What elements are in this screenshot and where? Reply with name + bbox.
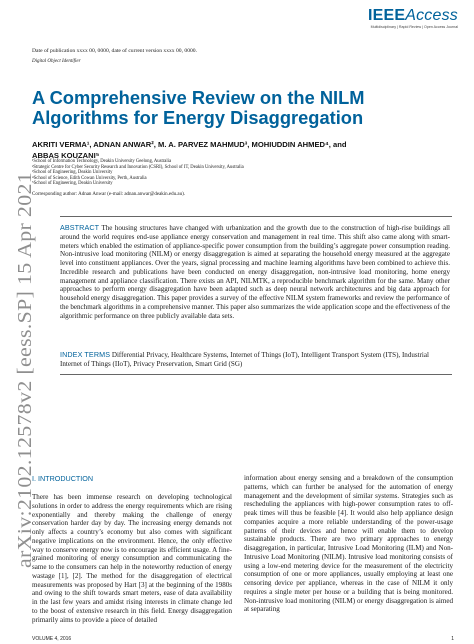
abstract-bottom-rule	[60, 374, 452, 375]
arxiv-stamp-text: arXiv:2102.12578v2 [eess.SP] 15 Apr 2021	[15, 214, 36, 568]
publication-date-line: Date of publication xxxx 00, 0000, date of current version xxxx 00, 0000.	[32, 48, 197, 54]
intro-column-2: information about energy sensing and a breakdown of the consumption patterns, which can further be analysed for the automation of energy management and the development of similar systems. Strategies such as rescheduling the appliances with high-power consumption rates to off-peak times will thus be feasible [4]. It would also help appliance design companies acquire a more reliable understanding of the power-usage patterns of their devices and hence will enable them to develop sustainable products. There are two primary approaches to energy disaggregation, in particular, Intrusive Load Monitoring (ILM) and Non-Intrusive Load Monitoring (NILM). Intrusive load monitoring consists of using a low-end metering device for the measurement of the electricity consumption of one or more appliances, usually employing at least one censoring device per appliance, whereas in the case of NILM it only requires a single meter per house or a building that is being monitored. Non-intrusive load monitoring (NILM) or energy disaggregation is aimed at separating	[244, 474, 453, 614]
paper-title	[32, 88, 452, 128]
abstract-top-rule	[60, 216, 452, 217]
affiliation-5: ⁵School of Engineering, Deakin University	[32, 181, 113, 187]
index-terms	[60, 351, 450, 369]
ieee-access-logo	[368, 7, 458, 29]
author-list	[32, 139, 452, 161]
title-line-2: Algorithms for Energy Disaggregation	[32, 107, 364, 128]
footer-page-number: 1	[451, 636, 454, 642]
affiliation-2: ²Strategic Centre for Cyber Security Research and Innovation (CSRI), School of IT, Deakin University, Australia	[32, 164, 244, 170]
authors-line-1: AKRITI VERMA¹, ADNAN ANWAR², M. A. PARVEZ MAHMUD³, MOHIUDDIN AHMED⁴, and	[32, 140, 347, 149]
abstract-text: The housing structures have changed with urbanization and the growth due to the construction of high-rise buildings all around the world requires end-use appliance energy conservation and management in real time. This shift also came along with smart-meters which enabled the estimation of appliance-specific power consumption from the building’s aggregate power consumption reading. Non-intrusive load monitoring (NILM) or energy disaggregation is aimed at separating the household energy measured at the aggregate level into constituent appliances. Over the years, signal processing and machine learning algorithms have been combined to achieve this. Incredible research and publications have been conducted on energy disaggregation, non-intrusive load monitoring, home energy management and appliance classification. There exists an API, NILMTK, a reproducible benchmark algorithm for the same. Many other approaches to perform energy disaggregation have been adapted such as deep neural network architectures and big data approach for household energy disaggregation. This paper provides a survey of the effective NILM system frameworks and review the performance of the benchmark algorithms in a comprehensive manner. This paper also summarizes the wide application scope and the effectiveness of the algorithmic performance on three publicly available data sets.	[60, 224, 450, 320]
authors-line-2: ABBAS KOUZANI⁵	[32, 151, 100, 160]
logo-tagline: Multidisciplinary | Rapid Review | Open Access Journal	[370, 25, 458, 29]
index-terms-label: INDEX TERMS	[60, 350, 111, 359]
index-terms-text: Differential Privacy, Healthcare Systems, Internet of Things (IoT), Intelligent Transport System (ITS), Industrial Internet of Things (IIoT), Privacy Preservation, Smart Grid (SG)	[60, 351, 429, 368]
logo-brand: IEEEAccess	[367, 7, 458, 24]
affiliation-1: ¹School of Information Technology, Deakin University Geelong, Australia	[32, 159, 172, 164]
title-line-1: A Comprehensive Review on the NILM	[32, 87, 365, 108]
section-heading-introduction: I. INTRODUCTION	[32, 474, 94, 483]
intro-column-1: There has been immense research on developing technological solutions in order to address the energy requirements which are rising exponentially and thereby making the challenge of energy conservation harder day by day. The increasing energy demands not only affects a country’s economy but also comes with significant negative implications on the environment. Hence, the only effective way to conserve energy now is to encourage its efficient usage. A fine-grained monitoring of energy consumption and communicating the same to the consumers can help in the noteworthy reduction of energy wastage [1], [2]. The method for the disaggregation of electrical measurements was proposed by Hart [3] at the beginning of the 1980s and owing to the shift towards smart meters, ease of data availability in the last few years and amidst rising interests in climate change led to the boost of extensive research in this field. Energy disaggregation primarily aims to provide a piece of detailed	[32, 493, 232, 624]
corresponding-author: Corresponding author: Adnan Anwar (e-mail: adnan.anwar@deakin.edu.au).	[32, 192, 186, 197]
doi-line: Digital Object Identifier	[32, 59, 81, 64]
affiliation-4: ⁴School of Science, Edith Cowan University, Perth, Australia	[32, 175, 147, 181]
affiliations	[32, 159, 452, 187]
abstract-label: ABSTRACT	[60, 223, 100, 232]
affiliation-3: ³School of Engineering, Deakin University	[32, 170, 113, 176]
footer-volume: VOLUME 4, 2016	[32, 636, 72, 642]
abstract	[60, 224, 450, 320]
